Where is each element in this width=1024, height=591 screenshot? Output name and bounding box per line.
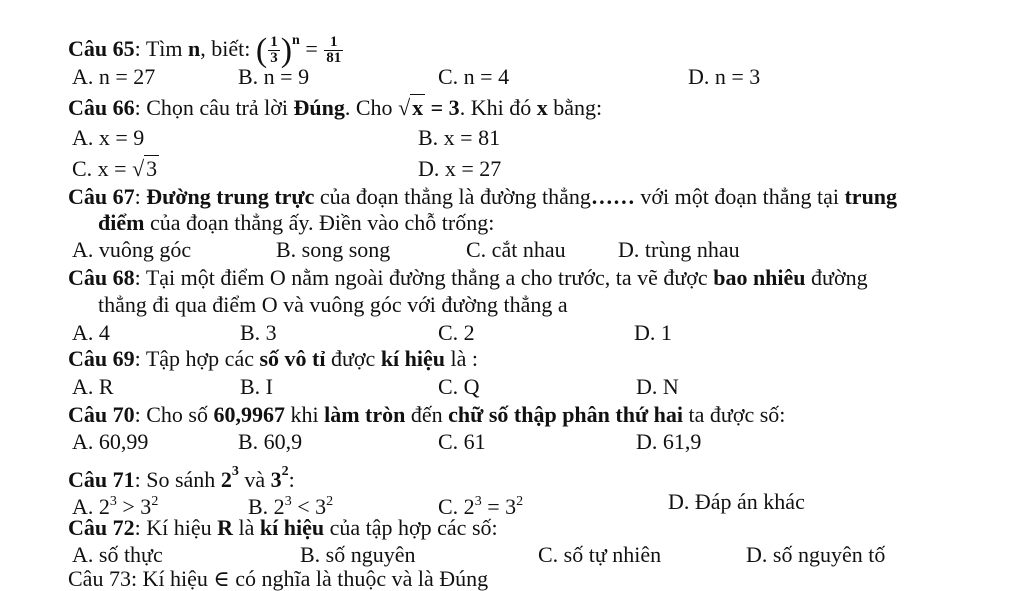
question-66 — [68, 95, 602, 121]
question-text: : Chọn câu trả lời — [134, 95, 294, 120]
question-text-bold: x — [536, 95, 548, 120]
question-text-bold: kí hiệu — [259, 515, 325, 540]
close-paren: ) — [280, 31, 293, 69]
question-text: của tập hợp các số: — [324, 515, 498, 540]
option-b: B. n = 9 — [238, 64, 310, 89]
question-text: . Khi đó — [459, 95, 537, 120]
question-text-bold: điểm — [98, 210, 145, 235]
question-text: : — [288, 467, 295, 492]
option-text: < 3 — [291, 494, 327, 519]
cut-off-next-line: Câu 73: Kí hiệu ∈ có nghĩa là thuộc và là Đúng — [68, 566, 489, 591]
exponent: n — [292, 33, 300, 48]
question-68-line2: thẳng đi qua điểm O và vuông góc với đường thẳng a — [98, 292, 568, 317]
question-label: Câu 70 — [68, 402, 135, 427]
open-paren: ( — [255, 31, 268, 69]
power-base: 2 — [220, 467, 232, 492]
option-b: B. số nguyên — [300, 542, 416, 567]
option-d: D. 1 — [634, 320, 672, 345]
question-text: là — [233, 515, 260, 540]
option-a: A. số thực — [72, 542, 163, 567]
option-c: C. 61 — [438, 429, 486, 454]
option-text: A. 2 — [72, 494, 110, 519]
power-exponent: 2 — [281, 464, 289, 479]
question-text-bold: làm tròn — [324, 402, 406, 427]
fraction-numerator: 1 — [324, 35, 343, 51]
question-text: : Cho số — [134, 402, 214, 427]
option-text: B. 2 — [248, 494, 285, 519]
question-text: là : — [445, 346, 479, 371]
fraction — [268, 35, 280, 66]
power-exponent: 3 — [474, 494, 482, 509]
option-c: C. 2 — [438, 320, 475, 345]
option-b: B. 3 — [240, 320, 277, 345]
question-text: : So sánh — [134, 467, 221, 492]
question-text-bold: chữ số thập phân thứ hai — [448, 402, 684, 427]
question-text: đường — [805, 265, 868, 290]
option-d: D. trùng nhau — [618, 237, 740, 262]
option-d: D. n = 3 — [688, 64, 761, 89]
question-text-bold: số vô tỉ — [259, 346, 326, 371]
fraction-numerator: 1 — [270, 34, 278, 51]
fraction-denominator: 81 — [326, 50, 342, 67]
question-label: Câu 65 — [68, 36, 135, 61]
question-text: : Tại một điểm O nằm ngoài đường thẳng a cho trước, ta vẽ được — [134, 265, 714, 290]
question-text: với một đoạn thẳng tại — [634, 184, 845, 209]
option-d: D. x = 27 — [418, 156, 502, 181]
option-c: C. Q — [438, 374, 480, 399]
power-exponent: 3 — [109, 494, 117, 509]
option-d: D. N — [636, 374, 679, 399]
question-label: Câu 69 — [68, 346, 135, 371]
power-exponent: 2 — [516, 494, 524, 509]
question-text: bằng: — [547, 95, 603, 120]
blank-dots: …… — [590, 184, 635, 209]
power-exponent: 3 — [284, 494, 292, 509]
question-text-bold: Đường trung trực — [146, 184, 315, 209]
question-text: được — [325, 346, 381, 371]
question-text: ta được số: — [683, 402, 786, 427]
question-text: của đoạn thẳng là đường thẳng — [314, 184, 591, 209]
fraction — [324, 35, 343, 66]
question-text-bold: Đúng — [293, 95, 345, 120]
question-label: Câu 71 — [68, 467, 135, 492]
question-text-bold: trung — [844, 184, 898, 209]
question-text-bold: R — [217, 515, 234, 540]
question-72 — [68, 515, 498, 541]
option-d: D. Đáp án khác — [668, 489, 805, 514]
question-70 — [68, 402, 785, 428]
option-c — [72, 156, 159, 182]
question-text: : Tìm — [134, 36, 189, 61]
question-text: : Tập hợp các — [134, 346, 260, 371]
option-text: C. x = — [72, 156, 133, 181]
power-exponent: 2 — [326, 494, 334, 509]
option-a: A. x = 9 — [72, 125, 145, 150]
option-a: A. n = 27 — [72, 64, 156, 89]
question-69 — [68, 346, 478, 372]
option-d: D. số nguyên tố — [746, 542, 886, 567]
question-label: Câu 66 — [68, 95, 135, 120]
question-text: và — [238, 467, 271, 492]
option-c: C. số tự nhiên — [538, 542, 662, 567]
radicand: 3 — [146, 156, 158, 181]
question-67-line2 — [98, 210, 494, 236]
power-exponent: 3 — [231, 464, 239, 479]
question-text: , biết: — [200, 36, 256, 61]
option-a: A. 60,99 — [72, 429, 149, 454]
question-71 — [68, 459, 295, 493]
equals-sign: = — [299, 36, 324, 61]
square-root: √3 — [132, 156, 158, 181]
option-text: = 3 — [481, 494, 517, 519]
option-text: > 3 — [116, 494, 152, 519]
power-exponent: 2 — [151, 494, 159, 509]
square-root: √x — [398, 95, 424, 120]
option-a: A. R — [72, 374, 114, 399]
radicand: x — [412, 95, 424, 120]
option-a: A. 4 — [72, 320, 110, 345]
option-c: C. cắt nhau — [466, 237, 566, 262]
question-text: : — [134, 184, 147, 209]
question-68 — [68, 265, 868, 291]
question-label: Câu 72 — [68, 515, 135, 540]
question-65 — [68, 28, 344, 69]
question-67 — [68, 184, 897, 210]
option-d: D. 61,9 — [636, 429, 702, 454]
option-c: C. n = 4 — [438, 64, 510, 89]
question-text-bold: bao nhiêu — [713, 265, 806, 290]
option-a: A. vuông góc — [72, 237, 192, 262]
option-b: B. song song — [276, 237, 391, 262]
option-text: C. 2 — [438, 494, 475, 519]
question-text-bold: n — [188, 36, 201, 61]
question-text: của đoạn thẳng ấy. Điền vào chỗ trống: — [144, 210, 495, 235]
question-text: . Cho — [344, 95, 399, 120]
fraction-denominator: 3 — [270, 50, 278, 67]
question-text: khi — [284, 402, 325, 427]
question-text-bold: 60,9967 — [213, 402, 285, 427]
question-text-bold: kí hiệu — [380, 346, 446, 371]
option-b: B. x = 81 — [418, 125, 501, 150]
question-text: đến — [405, 402, 449, 427]
question-label: Câu 67 — [68, 184, 135, 209]
question-text-bold: = 3 — [425, 95, 460, 120]
question-text: : Kí hiệu — [134, 515, 218, 540]
question-label: Câu 68 — [68, 265, 135, 290]
option-b: B. 60,9 — [238, 429, 303, 454]
power-base: 3 — [270, 467, 282, 492]
option-b: B. I — [240, 374, 273, 399]
